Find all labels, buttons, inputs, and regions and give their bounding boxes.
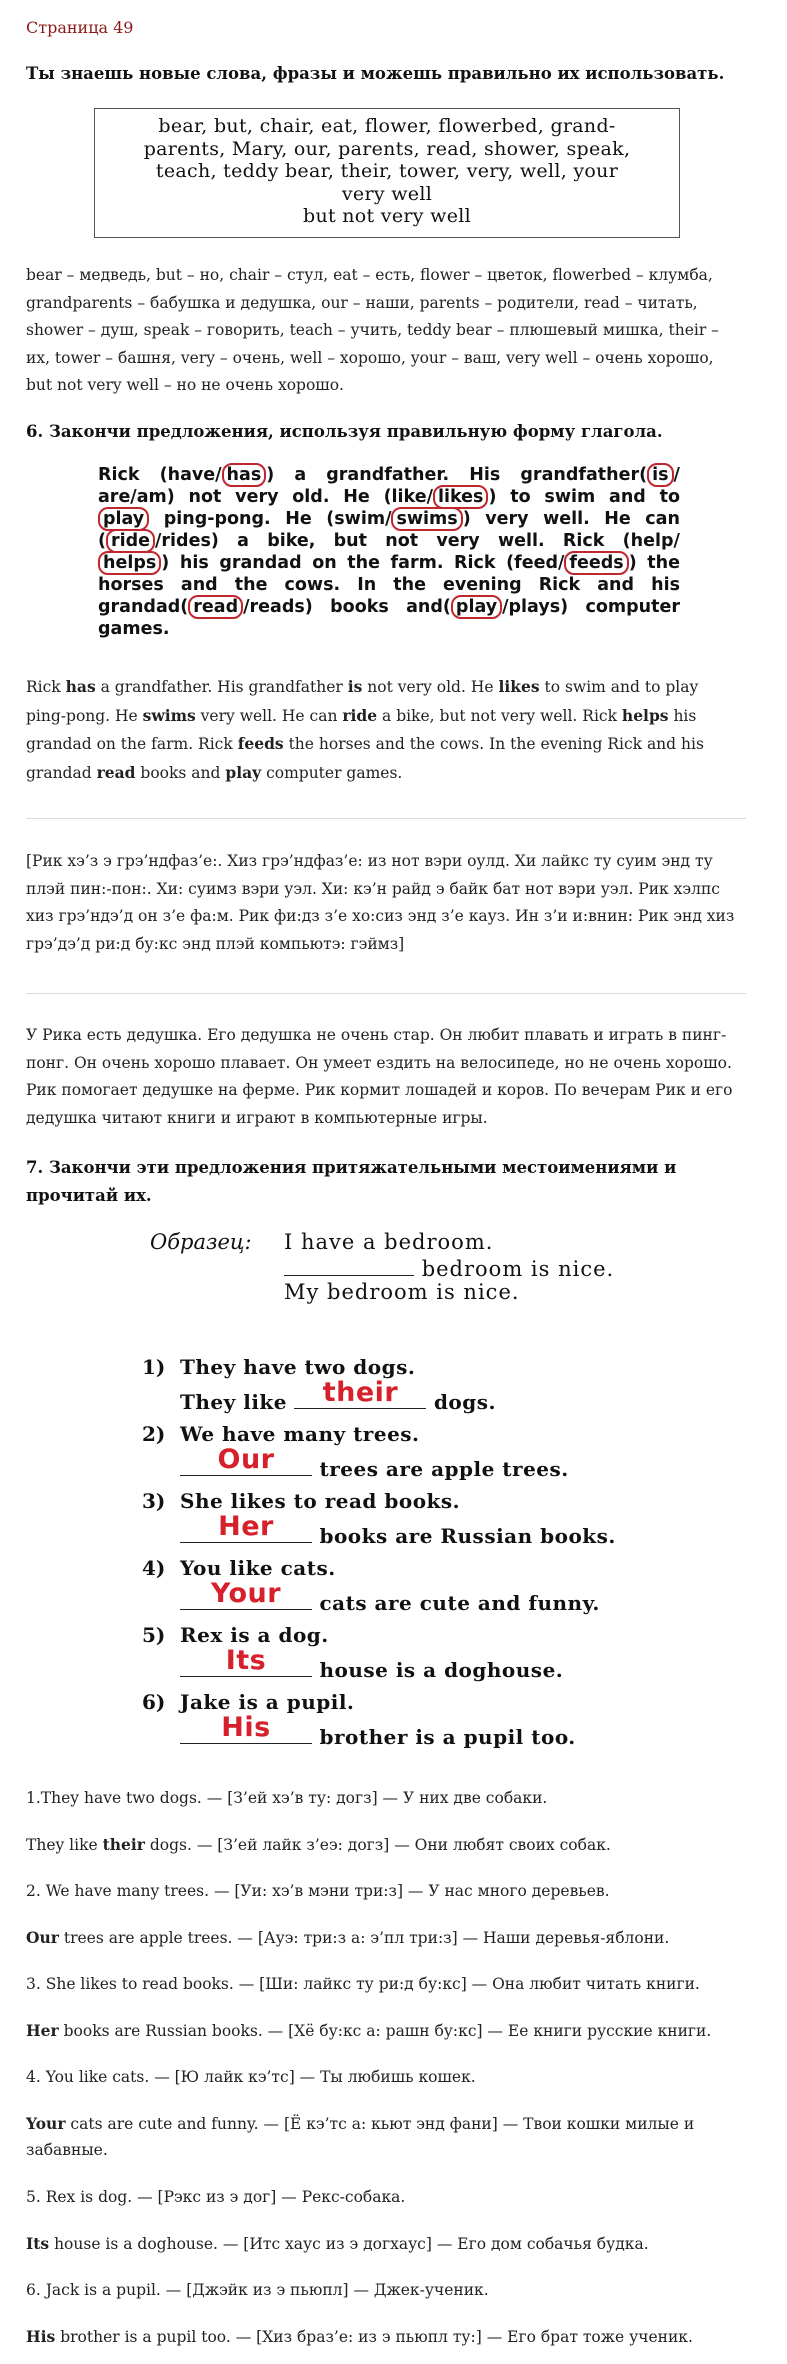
answer-list-text: dogs. — [З’ей лайк з’еэ: догз] — Они любят своих собак. bbox=[144, 1836, 611, 1854]
exercise6-token: very bbox=[485, 509, 529, 529]
exercise6-token: well. bbox=[497, 531, 545, 551]
exercise6-token: ( bbox=[442, 597, 451, 617]
exercise6-word bbox=[660, 486, 680, 508]
answer-list-line bbox=[26, 2277, 489, 2304]
exercise6-token: swim bbox=[544, 487, 596, 507]
exercise6-word bbox=[357, 574, 376, 596]
answer-list-line bbox=[26, 1924, 669, 1952]
exercise6-token: (have/ bbox=[159, 465, 222, 485]
answer-list-text: brother is a pupil too. — [Хиз браз’е: из э пьюпл ту:] — Его брат тоже ученик. bbox=[55, 2328, 693, 2346]
exercise6-token: books bbox=[330, 597, 389, 617]
exercise6-token: old. bbox=[292, 487, 330, 507]
exercise6-token: / bbox=[673, 465, 680, 485]
exercise6-token: the bbox=[234, 575, 268, 595]
exercise6-word bbox=[510, 486, 530, 508]
exercise6-word bbox=[285, 574, 341, 596]
russian-line: Рик помогает дедушке на ферме. Рик кормит лошадей и коров. По вечерам Рик и его bbox=[26, 1081, 733, 1099]
handwritten-answer: Its bbox=[225, 1645, 267, 1676]
exercise6-word bbox=[334, 530, 367, 552]
answer-list-line bbox=[26, 2110, 694, 2138]
exercise6-token: and bbox=[180, 575, 218, 595]
answer-list-text: 6. Jack is a pupil. — [Джэйк из э пьюпл] — Джек-ученик. bbox=[26, 2281, 489, 2299]
exercise6-token: are/am) bbox=[98, 487, 175, 507]
exercise6-token: on bbox=[312, 553, 337, 573]
transcription-line: хиз грэ’ндэ’д он з’е фа:м. Рик фи:дз з’е хо:сиз энд з’е кауз. Ин з’и и:внин: Рик энд хиз bbox=[26, 907, 735, 925]
answer-list-text: 1.They have two dogs. — [З’ей хэ’в ту: догз] — У них две собаки. bbox=[26, 1789, 548, 1807]
exercise6-token: can bbox=[645, 509, 680, 529]
sample-line-text: bedroom is nice. bbox=[421, 1257, 615, 1281]
answer-line bbox=[26, 702, 746, 731]
exercise6-token: games. bbox=[98, 619, 170, 639]
sample-line: My bedroom is nice. bbox=[284, 1280, 520, 1304]
answer-list-text: cats are cute and funny. — [Ё кэ’тс а: кьют энд фани] — Твои кошки милые и bbox=[65, 2115, 695, 2133]
item-question: You like cats. bbox=[180, 1556, 336, 1580]
exercise6-token: /reads) bbox=[243, 597, 313, 617]
exercise6-token: to bbox=[659, 487, 680, 507]
exercise6-token: the bbox=[393, 575, 426, 595]
transcription-paragraph bbox=[26, 848, 746, 958]
exercise6-token: and bbox=[597, 575, 635, 595]
word-box-line: teach, teddy bear, their, tower, very, well, your bbox=[155, 160, 619, 182]
exercise6-word bbox=[326, 464, 449, 486]
sample-label: Образец: bbox=[150, 1230, 252, 1254]
exercise6-word bbox=[98, 596, 313, 618]
exercise6-token: Rick bbox=[454, 553, 496, 573]
bold-verb: ride bbox=[342, 705, 378, 725]
exercise6-word bbox=[343, 486, 370, 508]
exercise6-word bbox=[539, 574, 581, 596]
exercise6-word bbox=[98, 552, 169, 574]
handwritten-answer: Our bbox=[217, 1444, 275, 1475]
answer-text: very well. He can bbox=[195, 706, 343, 725]
bold-verb: swims bbox=[142, 705, 196, 725]
item-prefix: They like bbox=[180, 1390, 295, 1414]
exercise6-word bbox=[181, 574, 218, 596]
bold-verb: has bbox=[65, 677, 96, 696]
answer-list-text: They like bbox=[26, 1836, 103, 1854]
exercise6-token: grandfather bbox=[520, 465, 640, 485]
item-suffix: trees are apple trees. bbox=[312, 1457, 569, 1481]
exercise6-token: ( bbox=[98, 531, 106, 551]
exercise6-token: Rick bbox=[538, 575, 581, 595]
item-number: 4) bbox=[142, 1556, 166, 1580]
exercise6-token: evening bbox=[443, 575, 522, 595]
exercise6-token: very bbox=[235, 487, 279, 507]
russian-line: понг. Он очень хорошо плавает. Он умеет ездить на велосипеде, но не очень хорошо. bbox=[26, 1053, 732, 1072]
bold-verb: read bbox=[96, 762, 136, 782]
exercise6-token: ) bbox=[488, 487, 497, 507]
exercise6-token: and bbox=[609, 487, 646, 507]
exercise6-token: computer bbox=[585, 597, 680, 617]
item-answer-line bbox=[180, 1712, 576, 1749]
circled-answer: helps bbox=[98, 551, 161, 575]
exercise6-word bbox=[160, 464, 275, 486]
exercise6-token: In bbox=[357, 575, 377, 595]
item-question: Rex is a dog. bbox=[180, 1623, 329, 1647]
exercise7-heading-line: прочитай их. bbox=[26, 1186, 152, 1205]
answer-list-text: 3. She likes to read books. — [Ши: лайкс ту ри:д бу:кс] — Она любит читать книги. bbox=[26, 1975, 700, 1993]
answer-list-line bbox=[26, 1878, 610, 1905]
answer-blank bbox=[180, 1578, 312, 1610]
translation-line: but not very well – но не очень хорошо. bbox=[26, 376, 344, 394]
exercise6-line bbox=[98, 552, 680, 574]
answer-blank bbox=[180, 1645, 312, 1677]
circled-answer: read bbox=[188, 595, 243, 619]
translation-line: grandparents – бабушка и дедушка, our – наши, parents – родители, read – читать, bbox=[26, 293, 698, 312]
exercise6-token: very bbox=[436, 531, 480, 551]
answer-text: computer games. bbox=[261, 763, 403, 782]
exercise6-token: (like/ bbox=[383, 487, 433, 507]
answer-list-text: 2. We have many trees. — [Уи: хэ’в мэни три:з] — У нас много деревьев. bbox=[26, 1882, 610, 1900]
answer-list-line bbox=[26, 1971, 700, 1998]
exercise6-token: Rick bbox=[98, 465, 140, 485]
answer-text: to swim and to play bbox=[539, 678, 699, 696]
exercise6-token: cows. bbox=[284, 575, 341, 595]
exercise6-token: Rick bbox=[562, 531, 605, 551]
transcription-line: [Рик хэ’з э грэ’ндфаз’е:. Хиз грэ’ндфаз’е: из нот вэри оулд. Хи лайкс ту суим энд ту bbox=[26, 852, 713, 870]
item-suffix: books are Russian books. bbox=[312, 1524, 616, 1548]
exercise6-token: (swim/ bbox=[326, 509, 392, 529]
exercise6-word bbox=[312, 552, 336, 574]
translation-paragraph bbox=[26, 262, 746, 400]
exercise6-line bbox=[98, 508, 680, 530]
answer-text: a grandfather. His grandfather bbox=[95, 678, 348, 696]
answer-line bbox=[26, 730, 746, 759]
exercise6-word bbox=[330, 596, 389, 618]
bold-verb: is bbox=[347, 677, 363, 696]
bold-pronoun: Your bbox=[26, 2114, 66, 2133]
exercise6-token: (feed/ bbox=[506, 553, 565, 573]
exercise6-line bbox=[98, 618, 680, 640]
answer-list-line bbox=[26, 2230, 649, 2258]
exercise6-token: his bbox=[179, 553, 209, 573]
exercise6-token: his bbox=[651, 575, 680, 595]
item-question: They have two dogs. bbox=[180, 1355, 416, 1379]
circled-answer: ride bbox=[106, 529, 155, 553]
item-suffix: house is a doghouse. bbox=[312, 1658, 564, 1682]
exercise6-word bbox=[235, 486, 278, 508]
exercise6-token: He bbox=[343, 487, 370, 507]
bold-verb: likes bbox=[498, 677, 540, 696]
exercise6-word bbox=[237, 530, 249, 552]
word-box bbox=[94, 108, 680, 238]
answer-blank bbox=[180, 1444, 312, 1476]
exercise6-word bbox=[544, 486, 595, 508]
exercise6-word bbox=[609, 486, 646, 508]
answer-blank bbox=[180, 1511, 312, 1543]
answer-list-line bbox=[26, 2184, 405, 2211]
answer-text: not very old. He bbox=[362, 678, 499, 696]
word-box-line: but not very well bbox=[302, 205, 472, 227]
item-answer-line bbox=[180, 1444, 569, 1481]
exercise6-word bbox=[485, 508, 528, 530]
exercise6-token: He bbox=[604, 509, 631, 529]
answer-list-line bbox=[26, 2323, 693, 2351]
exercise6-token: ) bbox=[266, 465, 275, 485]
item-suffix: cats are cute and funny. bbox=[312, 1591, 600, 1615]
bold-verb: helps bbox=[621, 705, 669, 725]
exercise6-token: horses bbox=[98, 575, 164, 595]
answer-line bbox=[26, 759, 746, 788]
exercise6-word bbox=[189, 486, 222, 508]
item-suffix: brother is a pupil too. bbox=[312, 1725, 576, 1749]
exercise6-word bbox=[384, 486, 497, 508]
exercise6-word bbox=[443, 574, 522, 596]
exercise6-word bbox=[98, 618, 170, 640]
item-number: 3) bbox=[142, 1489, 166, 1513]
answer-text: Rick bbox=[26, 678, 66, 696]
exercise6-token: grandad bbox=[98, 597, 181, 617]
handwritten-answer: their bbox=[322, 1377, 399, 1408]
divider bbox=[26, 818, 746, 819]
exercise6-word bbox=[180, 552, 209, 574]
transcription-line: плэй пин:-пон:. Хи: суимз вэри уэл. Хи: кэ’н райд э байк бат нот вэри уэл. Рик хэлпс bbox=[26, 879, 720, 898]
exercise6-word bbox=[623, 530, 680, 552]
bold-pronoun: Our bbox=[26, 1928, 59, 1947]
answer-text: his bbox=[668, 706, 697, 725]
exercise6-word bbox=[454, 552, 496, 574]
handwritten-answer: Her bbox=[218, 1511, 274, 1542]
exercise6-word bbox=[520, 464, 680, 486]
answer-line bbox=[26, 673, 746, 702]
answer-list-text: 5. Rex is dog. — [Рэкс из э дог] — Рекс-собака. bbox=[26, 2188, 406, 2206]
exercise6-word bbox=[647, 552, 680, 574]
exercise6-word bbox=[391, 552, 444, 574]
exercise6-token: ( bbox=[180, 597, 189, 617]
exercise6-word bbox=[98, 486, 175, 508]
bold-pronoun: His bbox=[26, 2327, 56, 2346]
answer-text: grandad bbox=[26, 763, 97, 782]
exercise6-token: ) bbox=[161, 553, 170, 573]
exercise6-line bbox=[98, 464, 680, 486]
sample-blank bbox=[284, 1255, 414, 1276]
answer-blank bbox=[294, 1377, 426, 1409]
exercise6-token: bike, bbox=[267, 531, 316, 551]
russian-line: дедушка читают книги и играют в компьютерные игры. bbox=[26, 1108, 488, 1127]
exercise6-token: grandfather. bbox=[326, 465, 450, 485]
answer-list-line bbox=[26, 2017, 711, 2045]
exercise6-word bbox=[393, 574, 426, 596]
exercise6-word bbox=[294, 464, 306, 486]
exercise6-text bbox=[98, 464, 680, 640]
exercise6-token: ping-pong. bbox=[163, 509, 271, 529]
exercise6-token: /rides) bbox=[155, 531, 219, 551]
circled-answer: swims bbox=[391, 507, 462, 531]
exercise6-token: His bbox=[469, 465, 501, 485]
exercise6-token: a bbox=[294, 465, 307, 485]
exercise6-line bbox=[98, 596, 680, 618]
item-number: 2) bbox=[142, 1422, 166, 1446]
exercise6-word bbox=[543, 508, 590, 530]
translation-line: shower – душ, speak – говорить, teach – учить, teddy bear – плюшевый мишка, their – bbox=[26, 321, 719, 339]
circled-answer: is bbox=[647, 463, 673, 487]
exercise6-token: (help/ bbox=[622, 531, 680, 551]
sample-line: I have a bedroom. bbox=[284, 1230, 494, 1254]
bold-pronoun: their bbox=[102, 1835, 145, 1854]
exercise6-token: to bbox=[510, 487, 531, 507]
exercise6-word bbox=[285, 508, 312, 530]
exercise6-token: ( bbox=[639, 465, 648, 485]
circled-answer: feeds bbox=[564, 551, 628, 575]
exercise6-token: grandad bbox=[219, 553, 302, 573]
exercise6-word bbox=[98, 530, 219, 552]
exercise6-word bbox=[326, 508, 470, 530]
exercise6-word bbox=[267, 530, 315, 552]
bold-verb: feeds bbox=[237, 734, 284, 753]
exercise6-word bbox=[164, 508, 271, 530]
exercise6-word bbox=[98, 508, 149, 530]
exercise6-token: the bbox=[647, 553, 680, 573]
exercise6-word bbox=[347, 552, 380, 574]
exercise6-word bbox=[563, 530, 605, 552]
translation-line: bear – медведь, but – но, chair – стул, eat – есть, flower – цветок, flowerbed – клумба, bbox=[26, 266, 713, 284]
section-heading: Ты знаешь новые слова, фразы и можешь правильно их использовать. bbox=[26, 64, 725, 83]
exercise6-token: well. bbox=[543, 509, 590, 529]
exercise6-token: not bbox=[385, 531, 419, 551]
answer-blank bbox=[180, 1712, 312, 1744]
item-number: 1) bbox=[142, 1355, 166, 1379]
word-box-line: very well bbox=[341, 182, 433, 205]
exercise6-token: not bbox=[188, 487, 222, 507]
item-question: Jake is a pupil. bbox=[180, 1690, 355, 1714]
exercise6-line bbox=[98, 486, 680, 508]
handwritten-answer: His bbox=[221, 1712, 271, 1743]
answer-list-line bbox=[26, 1785, 547, 1812]
exercise6-line bbox=[98, 574, 680, 596]
exercise6-word bbox=[645, 508, 680, 530]
answer-list-line bbox=[26, 2137, 108, 2164]
page-label: Страница 49 bbox=[26, 18, 134, 37]
exercise6-token: a bbox=[237, 531, 249, 551]
answer-list-line bbox=[26, 1831, 611, 1859]
circled-answer: play bbox=[451, 595, 502, 619]
exercise6-word bbox=[586, 596, 680, 618]
item-number: 5) bbox=[142, 1623, 166, 1647]
answer-text: books and bbox=[135, 763, 226, 782]
divider bbox=[26, 993, 746, 994]
bold-pronoun: Its bbox=[26, 2234, 50, 2253]
answer-text: grandad on the farm. Rick bbox=[26, 735, 238, 753]
exercise6-word bbox=[406, 596, 568, 618]
exercise6-word bbox=[235, 574, 268, 596]
exercise6-word bbox=[219, 552, 301, 574]
answer-list-text: trees are apple trees. — [Ауэ: три:з а: э’пл три:з] — Наши деревья-яблони. bbox=[58, 1929, 670, 1947]
handwritten-answer: Your bbox=[210, 1578, 282, 1609]
exercise6-word bbox=[498, 530, 545, 552]
russian-line: У Рика есть дедушка. Его дедушка не очень стар. Он любит плавать и играть в пинг- bbox=[26, 1026, 727, 1044]
exercise6-answer-paragraph bbox=[26, 673, 746, 787]
item-number: 6) bbox=[142, 1690, 166, 1714]
item-answer-line bbox=[180, 1578, 600, 1615]
exercise6-token: ) bbox=[462, 509, 471, 529]
russian-translation-paragraph bbox=[26, 1022, 746, 1132]
exercise7-heading-line: 7. Закончи эти предложения притяжательными местоимениями и bbox=[26, 1158, 677, 1177]
exercise6-line bbox=[98, 530, 680, 552]
exercise6-heading: 6. Закончи предложения, используя правильную форму глагола. bbox=[26, 422, 663, 441]
item-answer-line bbox=[180, 1377, 496, 1414]
exercise6-word bbox=[98, 574, 164, 596]
answer-list-line bbox=[26, 2064, 476, 2091]
answer-list-text: забавные. bbox=[26, 2141, 108, 2159]
item-answer-line bbox=[180, 1645, 564, 1682]
sample-line-blank bbox=[284, 1255, 614, 1281]
exercise6-token: farm. bbox=[390, 553, 444, 573]
word-box-line: bear, but, chair, eat, flower, flowerbed, grand- bbox=[158, 115, 616, 137]
exercise6-token: and bbox=[406, 597, 443, 617]
item-suffix: dogs. bbox=[426, 1390, 496, 1414]
answer-list-text: 4. You like cats. — [Ю лайк кэ’тс] — Ты любишь кошек. bbox=[26, 2068, 476, 2086]
exercise6-word bbox=[385, 530, 418, 552]
exercise6-token: He bbox=[285, 509, 312, 529]
bold-verb: play bbox=[225, 762, 262, 782]
translation-line: их, tower – башня, very – очень, well – хорошо, your – ваш, very well – очень хорошо, bbox=[26, 348, 714, 367]
exercise6-word bbox=[604, 508, 631, 530]
exercise6-word bbox=[292, 486, 329, 508]
exercise6-token: ) bbox=[628, 553, 637, 573]
item-question: She likes to read books. bbox=[180, 1489, 461, 1513]
exercise7-heading bbox=[26, 1154, 676, 1210]
exercise6-token: but bbox=[333, 531, 368, 551]
answer-text: a bike, but not very well. Rick bbox=[377, 706, 622, 725]
exercise6-word bbox=[469, 464, 500, 486]
answer-text: the horses and the cows. In the evening Rick and his bbox=[283, 735, 704, 753]
bold-pronoun: Her bbox=[26, 2021, 59, 2040]
circled-answer: likes bbox=[433, 485, 488, 509]
answer-list-text: books are Russian books. — [Хё бу:кс а: рашн бу:кс] — Ее книги русские книги. bbox=[58, 2022, 712, 2040]
circled-answer: has bbox=[222, 463, 267, 487]
circled-answer: play bbox=[98, 507, 149, 531]
exercise6-word bbox=[651, 574, 680, 596]
exercise6-word bbox=[98, 464, 140, 486]
item-question: We have many trees. bbox=[180, 1422, 420, 1446]
exercise6-word bbox=[597, 574, 634, 596]
word-box-line: parents, Mary, our, parents, read, shower, speak, bbox=[143, 137, 631, 160]
exercise6-token: /plays) bbox=[502, 597, 569, 617]
transcription-line: грэ’дэ’д ри:д бу:кс энд плэй компьютэ: гэймз] bbox=[26, 934, 405, 953]
exercise6-word bbox=[436, 530, 479, 552]
answer-text: ping-pong. He bbox=[26, 706, 143, 725]
item-answer-line bbox=[180, 1511, 616, 1548]
answer-list-text: house is a doghouse. — [Итс хаус из э догхаус] — Его дом собачья будка. bbox=[49, 2235, 649, 2253]
exercise6-word bbox=[506, 552, 637, 574]
exercise6-token: the bbox=[347, 553, 380, 573]
